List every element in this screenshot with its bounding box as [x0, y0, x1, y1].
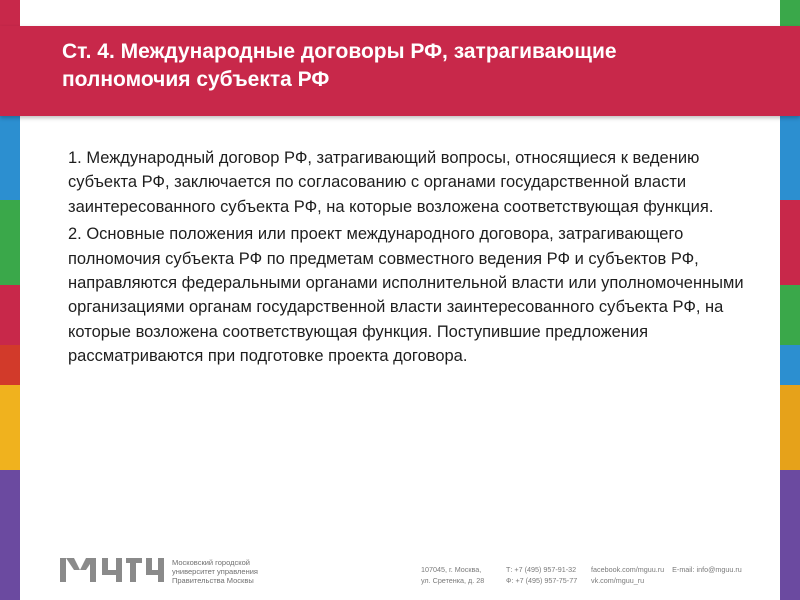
stripe-segment: [0, 200, 20, 285]
address-line: ул. Сретенка, д. 28: [421, 576, 485, 585]
stripe-segment: [780, 345, 800, 385]
page-title: Ст. 4. Международные договоры РФ, затрагивающие полномочия субъекта РФ: [62, 40, 617, 91]
vk-link[interactable]: vk.com/mguu_ru: [591, 576, 645, 585]
footer-social: [591, 564, 742, 586]
university-line: Правительства Москвы: [172, 576, 254, 585]
phone-line: Т: +7 (495) 957-91-32: [506, 565, 577, 574]
stripe-segment: [0, 345, 20, 385]
stripe-segment: [0, 115, 20, 200]
university-line: университет управления: [172, 567, 258, 576]
slide-content: [68, 146, 758, 372]
email-link[interactable]: E-mail: info@mguu.ru: [672, 565, 742, 574]
stripe-segment: [780, 285, 800, 345]
university-line: Московский городской: [172, 558, 250, 567]
stripe-segment: [0, 385, 20, 470]
stripe-segment: [780, 200, 800, 285]
address-line: 107045, г. Москва,: [421, 565, 482, 574]
facebook-link[interactable]: facebook.com/mguu.ru: [591, 565, 665, 574]
mguu-logo-icon: [60, 556, 164, 584]
stripe-segment: [780, 470, 800, 600]
paragraph-2: 2. Основные положения или проект международного договора, затрагивающего полномочия субъекта РФ по предметам совместного ведения РФ и субъектов РФ, направляются федеральными органами исполнительной власти или уполномоченными организациями органам государственной власти заинтересованного субъекта РФ, на которые возложена соответствующая функция. Поступившие предложения рассматриваются при подготовке проекта договора.: [68, 225, 744, 366]
footer-phones: [506, 564, 577, 586]
footer-address: [421, 564, 484, 586]
stripe-segment: [0, 470, 20, 600]
title-bar: [0, 26, 800, 116]
university-name: [172, 558, 258, 585]
stripe-segment: [780, 115, 800, 200]
stripe-segment: [0, 285, 20, 345]
stripe-segment: [780, 385, 800, 470]
fax-line: Ф: +7 (495) 957-75-77: [506, 576, 578, 585]
paragraph-1: 1. Международный договор РФ, затрагивающий вопросы, относящиеся к ведению субъекта РФ, заключается по согласованию с органами государственной власти заинтересованного субъекта РФ, на которые возложена соответствующая функция.: [68, 149, 714, 216]
